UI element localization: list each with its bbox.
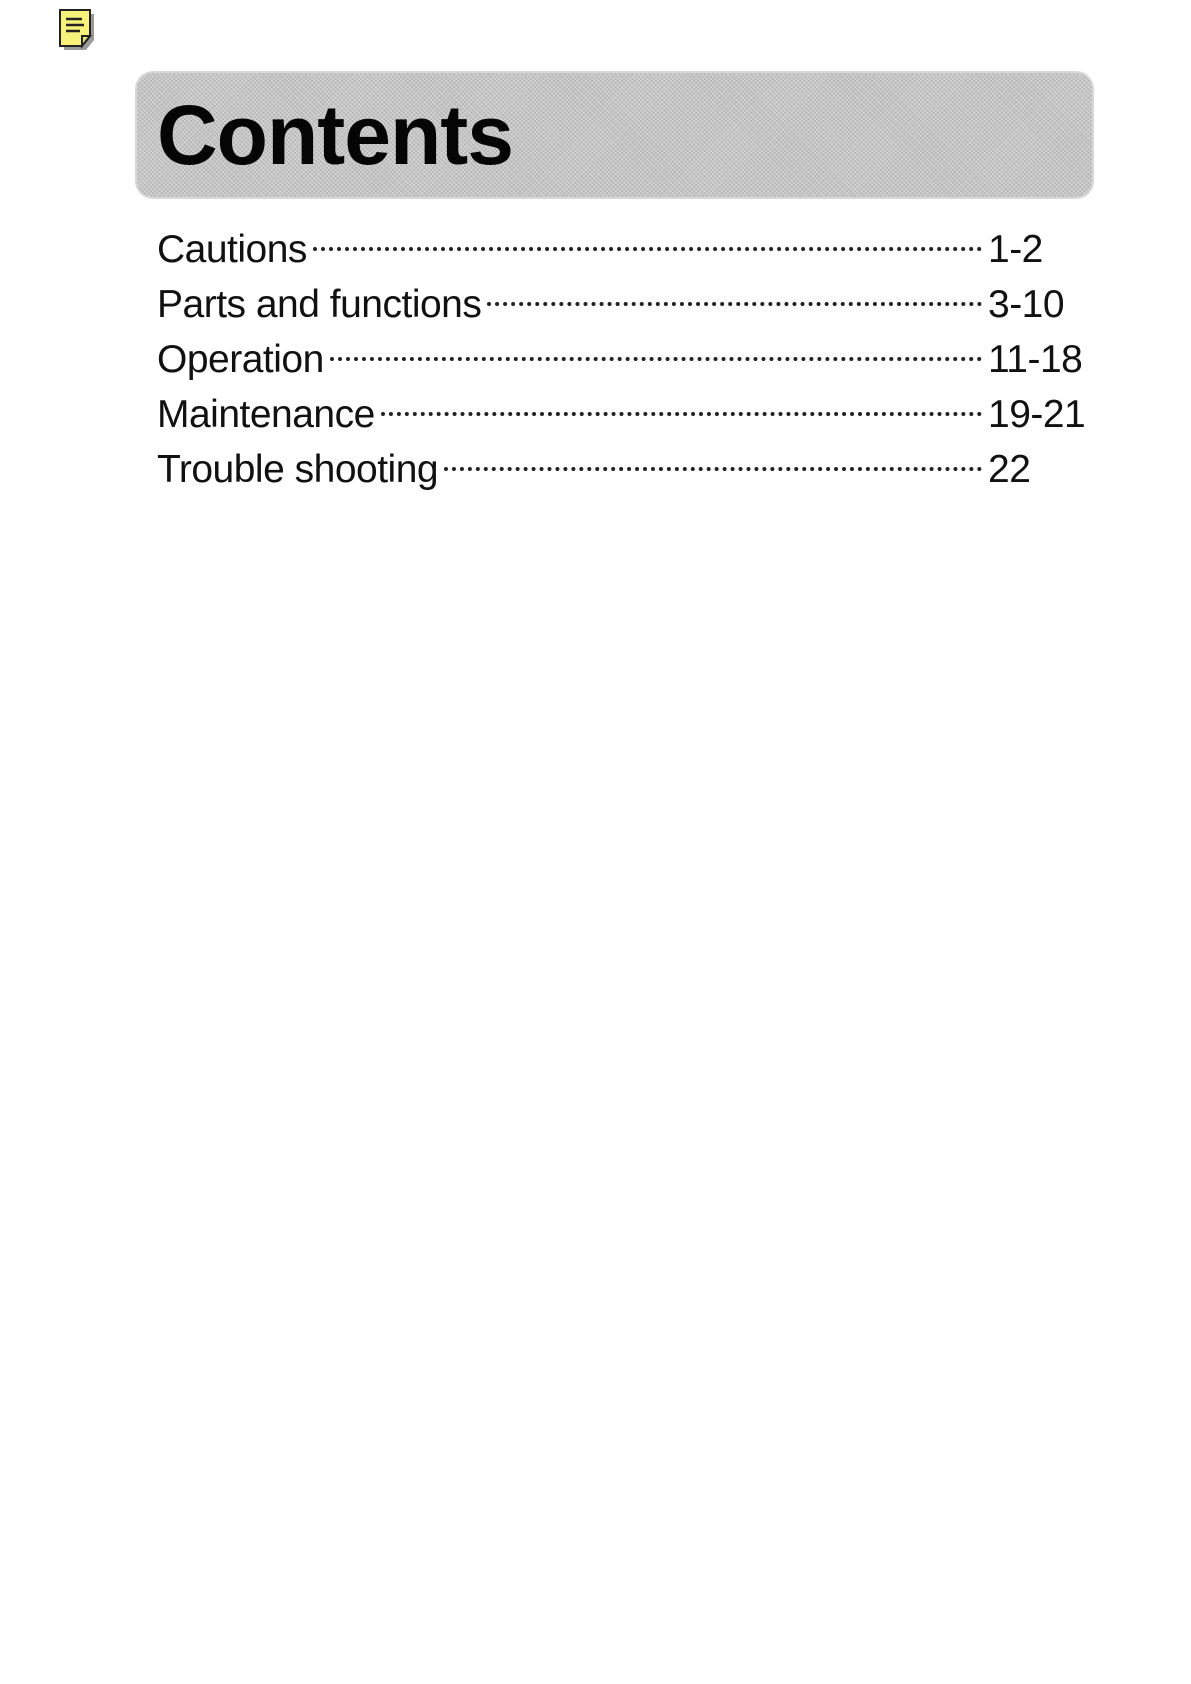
- toc-entry-page: 1-2: [988, 228, 1043, 271]
- toc-entry-page: 3-10: [988, 283, 1065, 326]
- toc-entry-maintenance[interactable]: [157, 387, 1092, 442]
- dot-leader: [313, 247, 982, 251]
- toc-entry-cautions[interactable]: [157, 222, 1092, 277]
- page-title: Contents: [157, 88, 513, 182]
- toc-entry-page: 11-18: [988, 338, 1083, 381]
- toc-entry-page: 19-21: [988, 393, 1086, 436]
- toc-entry-operation[interactable]: [157, 332, 1092, 387]
- toc-entry-parts-and-functions[interactable]: [157, 277, 1092, 332]
- toc-entry-title: Operation: [157, 338, 324, 381]
- toc-entry-title: Trouble shooting: [157, 448, 439, 491]
- toc-entry-title: Parts and functions: [157, 283, 482, 326]
- title-banner: [137, 73, 1092, 197]
- toc-entry-page: 22: [988, 448, 1031, 491]
- note-icon[interactable]: [58, 8, 100, 54]
- toc-entry-trouble-shooting[interactable]: [157, 442, 1092, 497]
- table-of-contents: [157, 222, 1092, 497]
- toc-entry-title: Maintenance: [157, 393, 375, 436]
- dot-leader: [444, 467, 982, 471]
- dot-leader: [330, 357, 982, 361]
- dot-leader: [487, 302, 982, 306]
- toc-entry-title: Cautions: [157, 228, 307, 271]
- dot-leader: [381, 412, 982, 416]
